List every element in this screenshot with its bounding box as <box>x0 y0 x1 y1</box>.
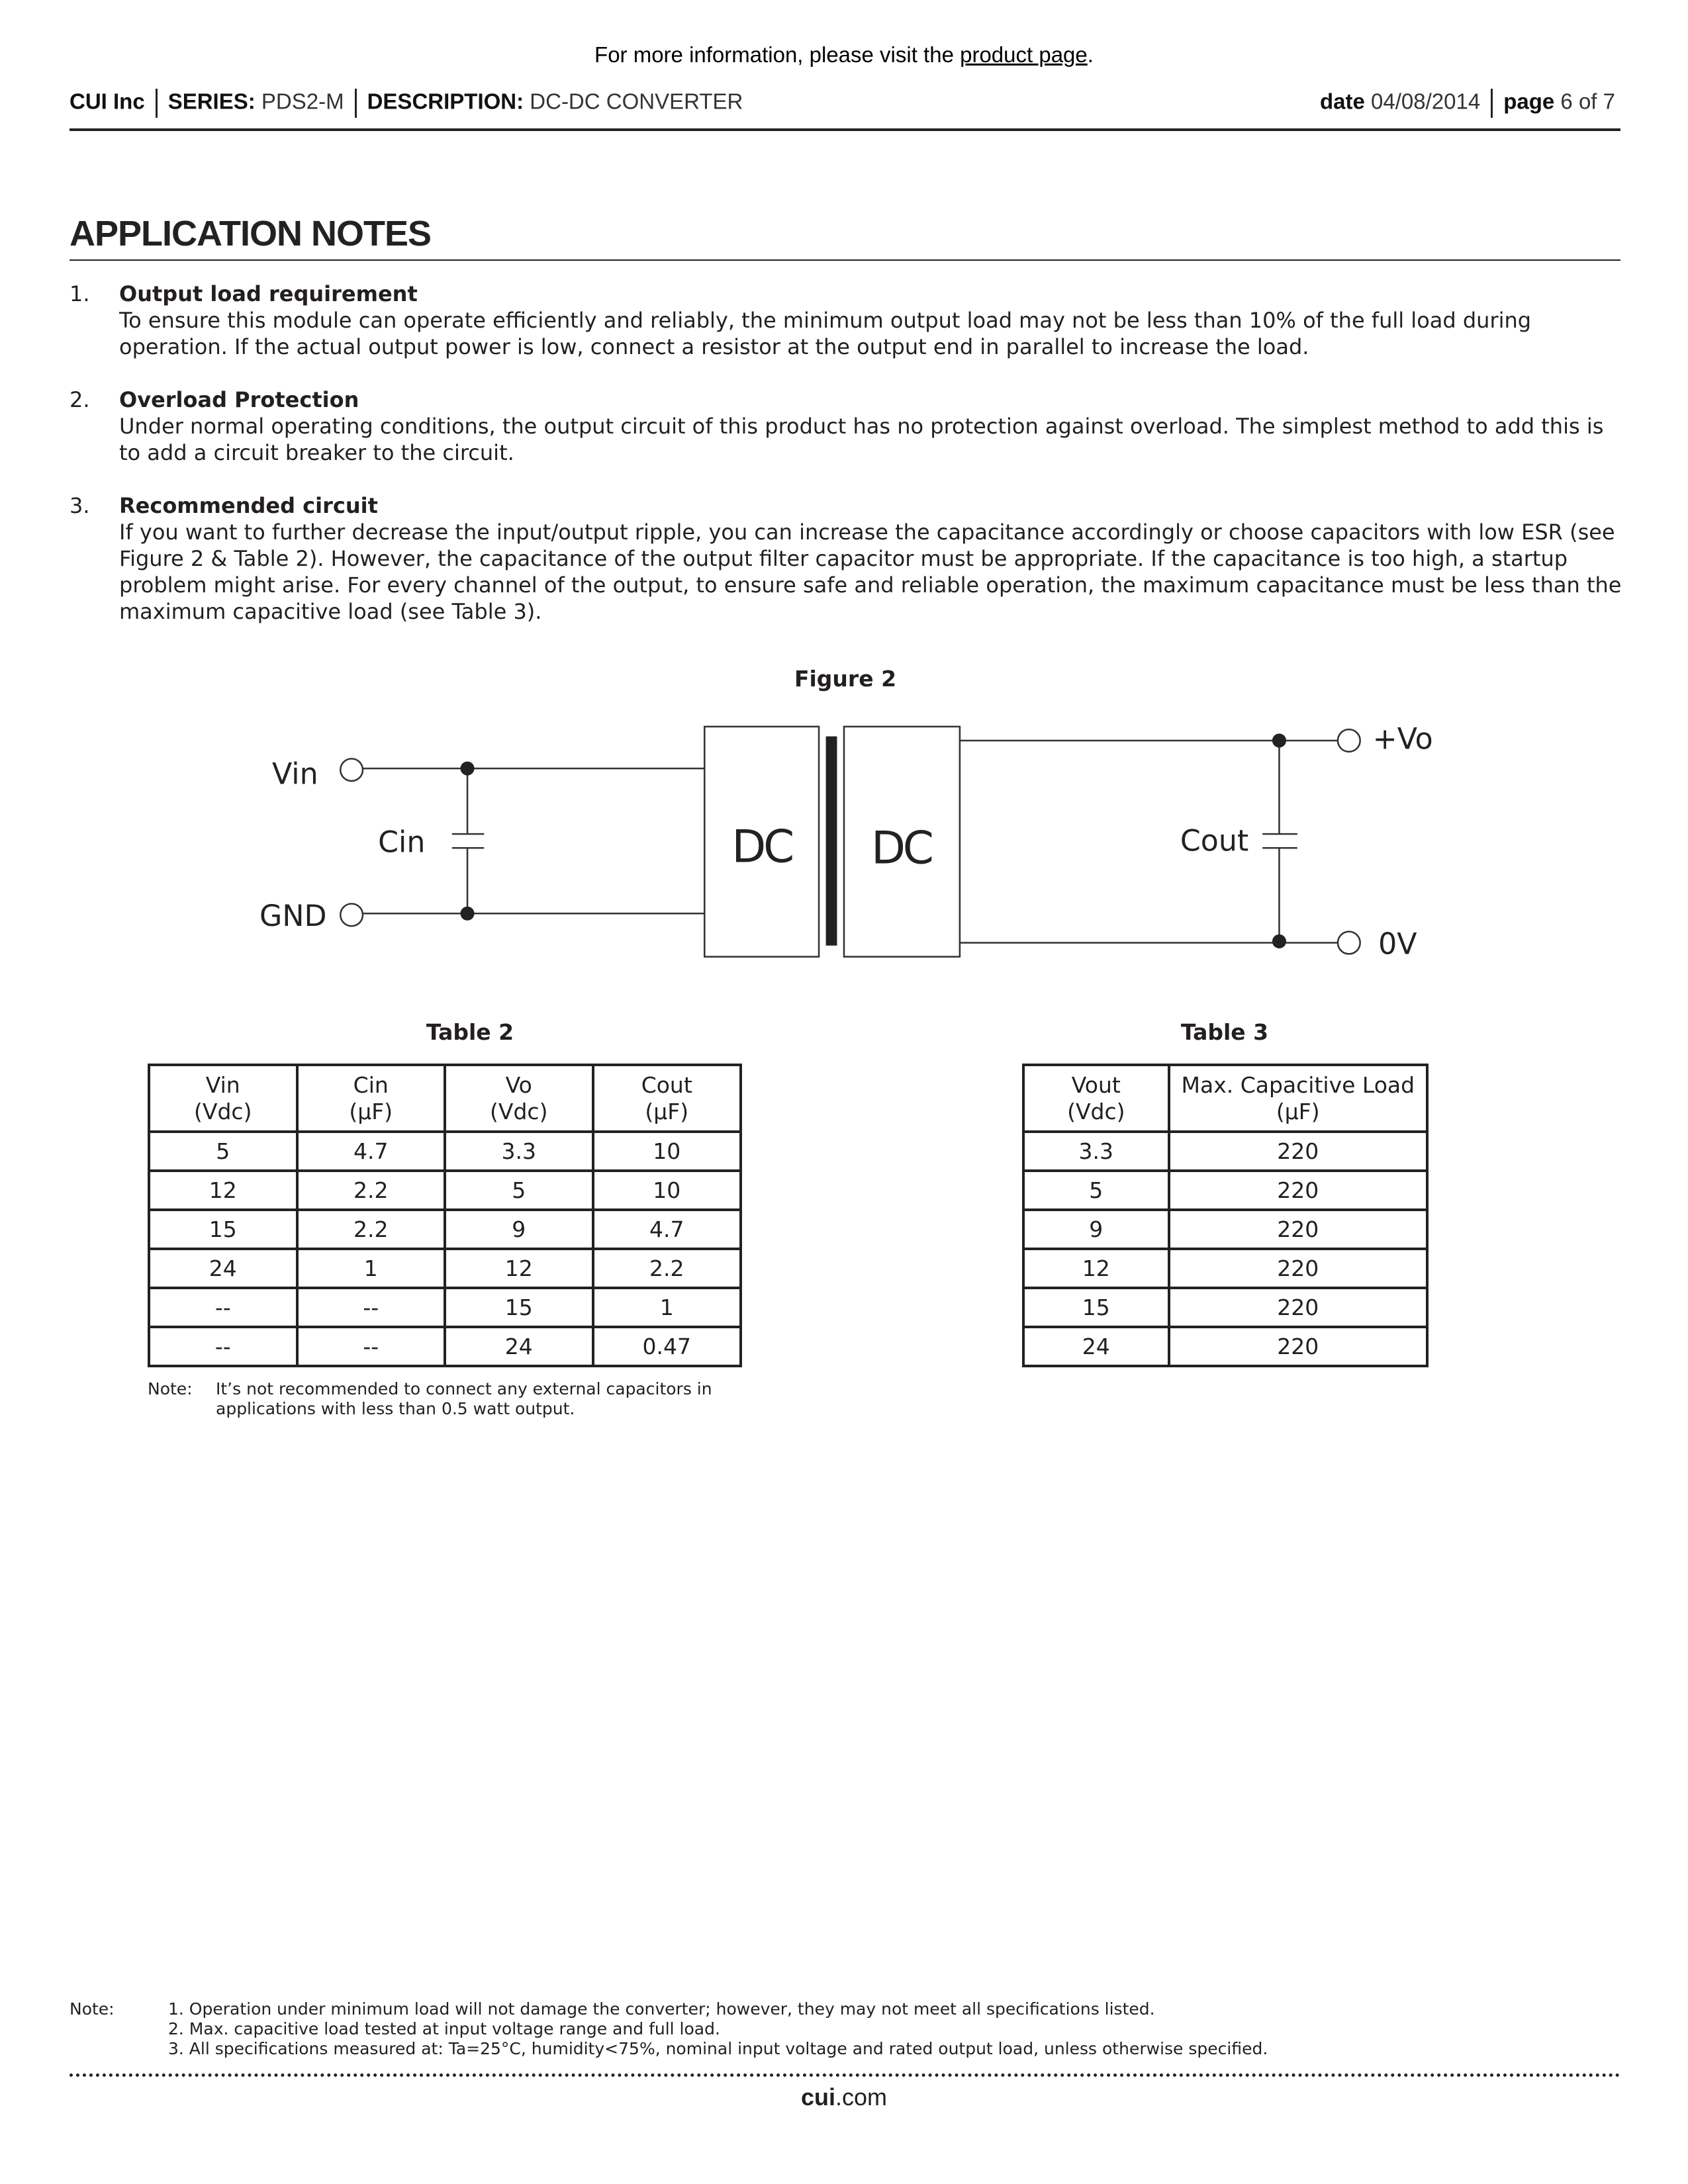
header-text: Cout <box>641 1071 692 1098</box>
footer-note-line: 2. Max. capacitive load tested at input voltage range and full load. <box>168 2019 720 2038</box>
item-text: To ensure this module can operate efficiently and reliably, the minimum output load may not be less than 10% of the full load during operation. If the actual output power is low, connect a resistor at the output end in parallel to increase the load. <box>119 308 1532 359</box>
header-text: Vout <box>1071 1071 1121 1098</box>
table-row <box>1023 1327 1427 1366</box>
footer-note-label: Note: <box>70 1999 115 2019</box>
table-cell: 3.3 <box>445 1132 593 1171</box>
date-label: date <box>1320 89 1365 114</box>
table-3 <box>1022 1064 1429 1367</box>
header-text: (Vdc) <box>490 1098 548 1124</box>
table-cell: 1 <box>297 1249 445 1288</box>
cin-label: Cin <box>378 825 426 860</box>
table-row <box>1023 1288 1427 1327</box>
vo-label: +Vo <box>1372 722 1433 756</box>
date-value: 04/08/2014 <box>1371 89 1481 114</box>
description-value: DC-DC CONVERTER <box>530 89 743 114</box>
table-cell: 220 <box>1169 1288 1427 1327</box>
table-cell: 15 <box>1023 1288 1169 1327</box>
table-cell: 15 <box>149 1210 297 1249</box>
table-cell: 220 <box>1169 1171 1427 1210</box>
table2-caption: Table 2 <box>426 1019 514 1045</box>
table-cell: 220 <box>1169 1327 1427 1366</box>
table-cell: 220 <box>1169 1249 1427 1288</box>
header-text: (Vdc) <box>194 1098 252 1124</box>
table-cell: 4.7 <box>593 1210 741 1249</box>
footer-site[interactable] <box>0 2083 1688 2111</box>
vin-label: Vin <box>272 757 318 792</box>
table-cell: 5 <box>149 1132 297 1171</box>
table-row <box>1023 1132 1427 1171</box>
notice-text: For more information, please visit the <box>594 42 961 67</box>
header-text: Vin <box>205 1071 240 1098</box>
table-cell: 24 <box>445 1327 593 1366</box>
gnd-label: GND <box>259 899 327 934</box>
header-text: Vo <box>505 1071 532 1098</box>
table-header-row <box>149 1065 741 1132</box>
item-text: Under normal operating conditions, the output circuit of this product has no protection against overload. The simplest method to add this is to add a circuit breaker to the circuit. <box>119 414 1604 465</box>
ov-label: 0V <box>1378 927 1417 962</box>
table-row <box>149 1171 741 1210</box>
table3-caption: Table 3 <box>1180 1019 1269 1045</box>
table-cell: -- <box>297 1288 445 1327</box>
table-row <box>149 1210 741 1249</box>
notice-end: . <box>1087 42 1094 67</box>
junction-dot <box>1272 934 1286 948</box>
table-cell: 1 <box>593 1288 741 1327</box>
table-cell: 5 <box>1023 1171 1169 1210</box>
ov-terminal <box>1338 932 1360 954</box>
table-cell: 0.47 <box>593 1327 741 1366</box>
table-cell: 24 <box>149 1249 297 1288</box>
table-cell: -- <box>149 1327 297 1366</box>
description-label: DESCRIPTION: <box>367 89 524 114</box>
table2-note: It’s not recommended to connect any external capacitors in applications with less than 0.5 watt output. <box>216 1379 712 1418</box>
footer-note-line: 1. Operation under minimum load will not damage the converter; however, they may not meet all specifications listed. <box>168 1999 1155 2019</box>
series-value: PDS2-M <box>261 89 344 114</box>
column-header <box>593 1065 741 1132</box>
table-cell: 12 <box>1023 1249 1169 1288</box>
vo-terminal <box>1338 729 1360 752</box>
junction-dot <box>460 907 474 921</box>
header-text: (µF) <box>1276 1098 1320 1124</box>
table-cell: 4.7 <box>297 1132 445 1171</box>
item-text: If you want to further decrease the input/output ripple, you can increase the capacitance accordingly or choose capacitors with low ESR (see Figure 2 & Table 2). However, the capacitance of the output filter capacitor must be appropriate. If the capacitance is too high, a startup problem might arise. For every channel of the output, to ensure safe and reliable operation, the maximum capacitance must be less than the maximum capacitive load (see Table 3). <box>119 520 1622 624</box>
table-row <box>149 1132 741 1171</box>
table-row <box>149 1327 741 1366</box>
column-header <box>149 1065 297 1132</box>
column-header <box>1023 1065 1169 1132</box>
section-title: APPLICATION NOTES <box>70 214 432 253</box>
table-cell: 15 <box>445 1288 593 1327</box>
header-text: Max. Capacitive Load <box>1181 1071 1415 1098</box>
page-value: 6 of 7 <box>1560 89 1615 114</box>
dc-label: DC <box>731 820 792 873</box>
page-label: page <box>1503 89 1555 114</box>
column-header <box>297 1065 445 1132</box>
table-cell: 12 <box>149 1171 297 1210</box>
table-cell: 9 <box>445 1210 593 1249</box>
item-number: 2. <box>70 387 90 412</box>
footer-note-line: 3. All specifications measured at: Ta=25°C, humidity<75%, nominal input voltage and rated output load, unless otherwise specified. <box>168 2039 1268 2058</box>
header-text: (µF) <box>645 1098 689 1124</box>
table2-note-label: Note: <box>148 1379 193 1398</box>
table-cell: 2.2 <box>297 1210 445 1249</box>
isolation-barrier <box>826 737 837 946</box>
item-title: Output load requirement <box>119 281 418 306</box>
series-label: SERIES: <box>167 89 256 114</box>
table-row <box>149 1288 741 1327</box>
header-text: (Vdc) <box>1067 1098 1125 1124</box>
item-title: Overload Protection <box>119 387 359 412</box>
footer-brand: cui <box>800 2083 835 2111</box>
table-cell: 2.2 <box>593 1249 741 1288</box>
item-title: Recommended circuit <box>119 493 378 518</box>
table-cell: 3.3 <box>1023 1132 1169 1171</box>
item-number: 1. <box>70 281 90 306</box>
table-cell: 10 <box>593 1171 741 1210</box>
table-cell: -- <box>149 1288 297 1327</box>
header-text: Cin <box>353 1071 389 1098</box>
table-cell: 220 <box>1169 1210 1427 1249</box>
junction-dot <box>460 762 474 776</box>
column-header <box>445 1065 593 1132</box>
company-name: CUI Inc <box>70 89 145 114</box>
junction-dot <box>1272 733 1286 747</box>
table-cell: -- <box>297 1327 445 1366</box>
header-text: (µF) <box>349 1098 393 1124</box>
table-row <box>1023 1210 1427 1249</box>
column-header <box>1169 1065 1427 1132</box>
footer-domain: .com <box>835 2083 888 2111</box>
table-2 <box>148 1064 742 1367</box>
figure-caption: Figure 2 <box>794 666 897 692</box>
table-header-row <box>1023 1065 1427 1132</box>
table-row <box>1023 1171 1427 1210</box>
table-cell: 2.2 <box>297 1171 445 1210</box>
footer-dotted-rule <box>70 2073 1620 2077</box>
footer-notes <box>168 1999 1268 2059</box>
table-cell: 24 <box>1023 1327 1169 1366</box>
table-row <box>149 1249 741 1288</box>
table-cell: 220 <box>1169 1132 1427 1171</box>
table-cell: 5 <box>445 1171 593 1210</box>
cout-label: Cout <box>1180 824 1249 858</box>
table-row <box>1023 1249 1427 1288</box>
table-cell: 12 <box>445 1249 593 1288</box>
gnd-terminal <box>340 904 363 927</box>
item-number: 3. <box>70 493 90 518</box>
table-cell: 10 <box>593 1132 741 1171</box>
dc-label: DC <box>871 821 931 874</box>
product-page-link[interactable]: product page <box>960 42 1088 67</box>
vin-terminal <box>340 758 363 781</box>
table-cell: 9 <box>1023 1210 1169 1249</box>
